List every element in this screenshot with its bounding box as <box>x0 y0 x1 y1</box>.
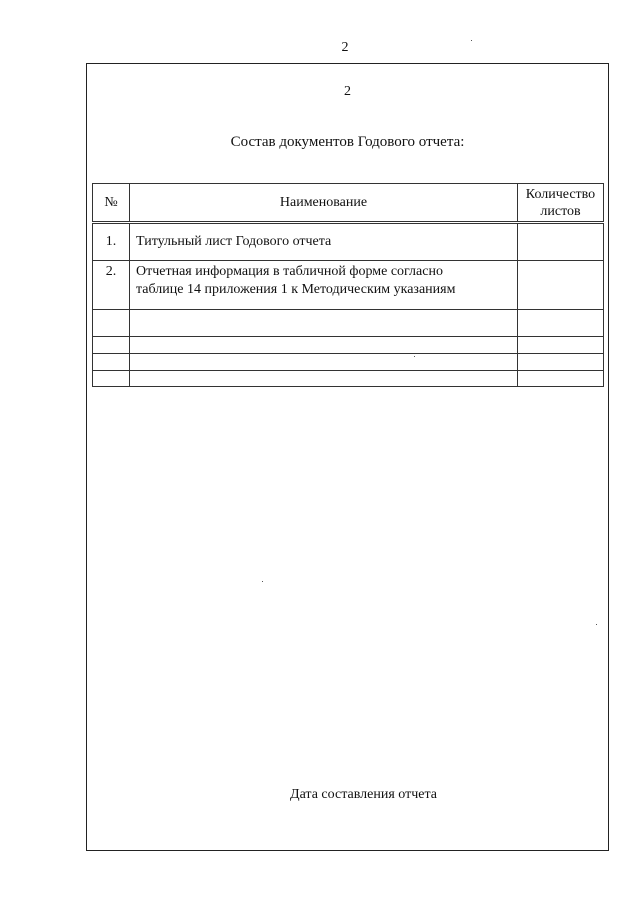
table-row <box>93 337 604 354</box>
row-number-cell <box>93 354 130 371</box>
scan-speck <box>414 356 415 357</box>
documents-table <box>92 183 604 387</box>
scan-speck <box>471 40 472 41</box>
row-name-cell <box>130 261 518 310</box>
scan-speck <box>262 581 263 582</box>
row-number-cell <box>93 337 130 354</box>
row-name-cell <box>130 371 518 387</box>
column-header-name: Наименование <box>130 184 518 223</box>
table-row <box>93 223 604 261</box>
row-quantity-cell <box>518 261 604 310</box>
table-row <box>93 354 604 371</box>
row-name-line1: Отчетная информация в табличной форме согласно <box>136 264 443 279</box>
row-number-cell <box>93 371 130 387</box>
row-name-cell <box>130 354 518 371</box>
row-quantity-cell <box>518 337 604 354</box>
table-row <box>93 261 604 310</box>
report-date-label: Дата составления отчета <box>290 787 437 802</box>
row-number-cell <box>93 310 130 337</box>
table-row <box>93 310 604 337</box>
row-name-cell <box>130 223 518 261</box>
row-name-cell <box>130 337 518 354</box>
row-name-cell <box>130 310 518 337</box>
document-title: Состав документов Годового отчета: <box>230 134 465 150</box>
row-quantity-cell <box>518 223 604 261</box>
row-quantity-cell <box>518 354 604 371</box>
row-name-line2: таблице 14 приложения 1 к Методическим указаниям <box>136 282 456 297</box>
row-quantity-cell <box>518 310 604 337</box>
column-header-quantity-line1: Количество <box>525 186 596 202</box>
column-header-number: № <box>93 184 130 223</box>
row-quantity-cell <box>518 371 604 387</box>
row-number-cell: 2. <box>93 261 130 310</box>
row-number-cell: 1. <box>93 223 130 261</box>
row-name-line1: Титульный лист Годового отчета <box>136 234 332 249</box>
column-header-quantity-line2: листов <box>540 203 581 219</box>
page-number-inner: 2 <box>344 84 351 99</box>
column-header-quantity <box>518 184 604 223</box>
page-number-top: 2 <box>341 40 349 55</box>
table-row <box>93 371 604 387</box>
document-frame <box>86 63 609 851</box>
scan-speck <box>596 624 597 625</box>
table-header-row <box>93 184 604 223</box>
